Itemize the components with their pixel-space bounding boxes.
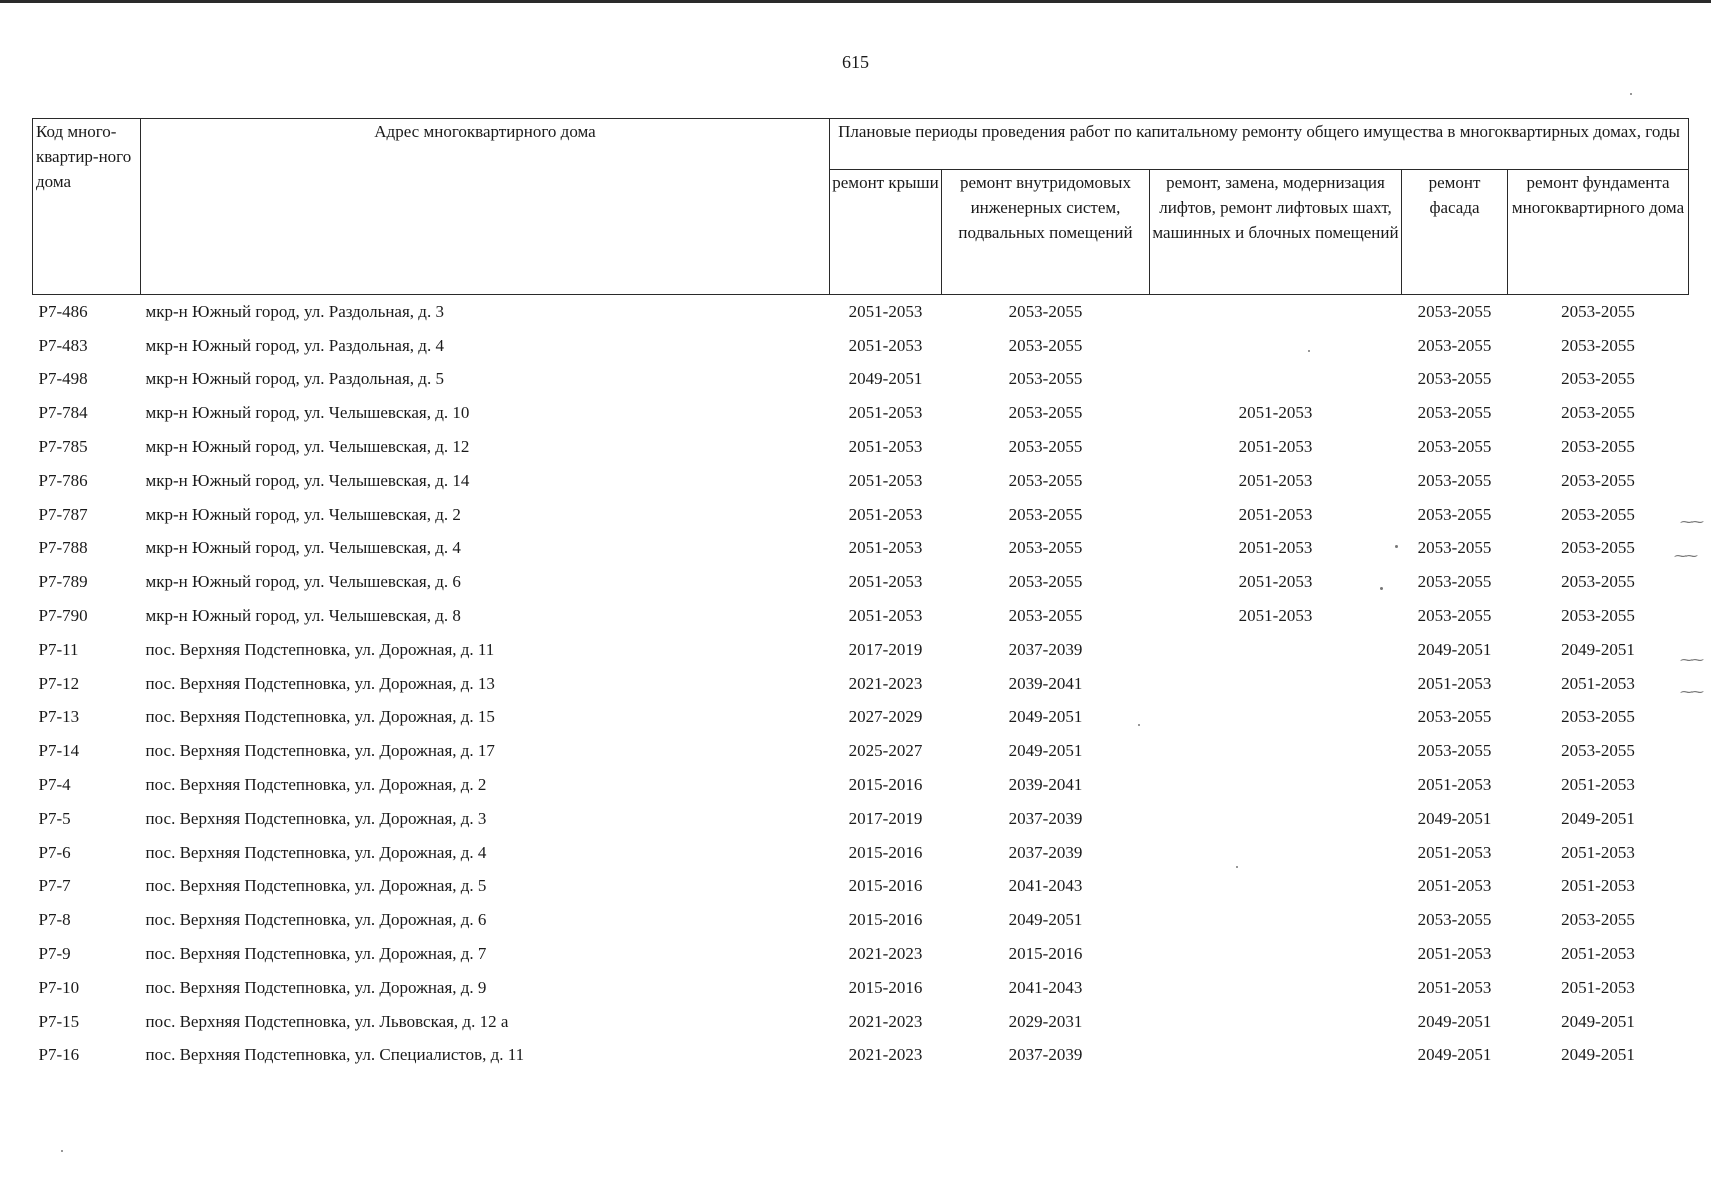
cell-engineering: 2053-2055 <box>1008 606 1083 626</box>
cell-foundation: 2051-2053 <box>1561 876 1635 896</box>
cell-code: Р7-498 <box>38 369 88 389</box>
cell-facade: 2051-2053 <box>1417 842 1492 862</box>
cell-code: Р7-14 <box>38 741 80 761</box>
cell-foundation: 2051-2053 <box>1561 842 1635 862</box>
cell-code: Р7-16 <box>38 1045 80 1065</box>
cell-engineering: 2053-2055 <box>1008 369 1083 389</box>
table-row <box>33 532 1689 566</box>
cell-roof: 2021-2023 <box>848 673 923 693</box>
cell-foundation: 2053-2055 <box>1561 369 1635 389</box>
table-row <box>33 464 1689 498</box>
cell-foundation: 2053-2055 <box>1561 910 1635 930</box>
cell-elevators <box>1150 937 1402 971</box>
cell-address: пос. Верхняя Подстепновка, ул. Специалистов, д. 11 <box>145 1045 525 1065</box>
cell-elevators <box>1150 768 1402 802</box>
cell-foundation: 2053-2055 <box>1561 335 1635 355</box>
cell-engineering: 2053-2055 <box>1008 335 1083 355</box>
scan-speck <box>1236 866 1238 868</box>
cell-address: пос. Верхняя Подстепновка, ул. Дорожная, д. 2 <box>145 775 487 795</box>
cell-code: Р7-787 <box>38 504 88 524</box>
cell-code: Р7-8 <box>38 910 71 930</box>
margin-smudge: ⁓⁓ <box>1680 652 1702 667</box>
scan-speck <box>61 1150 63 1152</box>
cell-facade: 2049-2051 <box>1417 1045 1492 1065</box>
cell-facade: 2053-2055 <box>1417 910 1492 930</box>
cell-facade: 2053-2055 <box>1417 504 1492 524</box>
cell-roof: 2049-2051 <box>848 369 923 389</box>
cell-address: мкр-н Южный город, ул. Челышевская, д. 4 <box>145 538 461 558</box>
margin-smudge: ⁓⁓ <box>1680 684 1702 699</box>
column-header-facade: ремонт фасада <box>1402 170 1508 295</box>
cell-elevators <box>1150 836 1402 870</box>
cell-elevators <box>1150 667 1402 701</box>
cell-elevators <box>1150 870 1402 904</box>
cell-elevators <box>1150 363 1402 397</box>
cell-roof: 2051-2053 <box>848 437 923 457</box>
cell-engineering: 2041-2043 <box>1008 876 1083 896</box>
table-row <box>33 1005 1689 1039</box>
cell-engineering: 2053-2055 <box>1008 572 1083 592</box>
cell-foundation: 2049-2051 <box>1561 1045 1635 1065</box>
cell-elevators <box>1150 903 1402 937</box>
table-row <box>33 667 1689 701</box>
cell-engineering: 2039-2041 <box>1008 775 1083 795</box>
cell-foundation: 2053-2055 <box>1561 301 1635 321</box>
cell-foundation: 2053-2055 <box>1561 504 1635 524</box>
cell-address: мкр-н Южный город, ул. Раздольная, д. 4 <box>145 335 444 355</box>
cell-foundation: 2049-2051 <box>1561 639 1635 659</box>
cell-code: Р7-5 <box>38 808 71 828</box>
table-row <box>33 937 1689 971</box>
table-row <box>33 633 1689 667</box>
cell-elevators <box>1150 633 1402 667</box>
cell-facade: 2053-2055 <box>1417 741 1492 761</box>
table-row <box>33 599 1689 633</box>
cell-roof: 2021-2023 <box>848 944 923 964</box>
cell-roof: 2051-2053 <box>848 572 923 592</box>
cell-facade: 2051-2053 <box>1417 977 1492 997</box>
cell-engineering: 2037-2039 <box>1008 639 1083 659</box>
column-header-roof: ремонт крыши <box>830 170 942 295</box>
cell-roof: 2051-2053 <box>848 538 923 558</box>
cell-roof: 2015-2016 <box>848 842 923 862</box>
table-row <box>33 701 1689 735</box>
cell-address: мкр-н Южный город, ул. Челышевская, д. 10 <box>145 403 470 423</box>
column-header-code: Код много-квартир-ного дома <box>33 119 141 295</box>
scan-speck <box>1308 350 1310 352</box>
cell-foundation: 2053-2055 <box>1561 741 1635 761</box>
scan-speck <box>1395 545 1398 548</box>
cell-elevators: 2051-2053 <box>1238 437 1313 457</box>
cell-code: Р7-9 <box>38 944 71 964</box>
cell-address: мкр-н Южный город, ул. Челышевская, д. 6 <box>145 572 461 592</box>
cell-facade: 2053-2055 <box>1417 606 1492 626</box>
capital-repair-table <box>32 118 1689 1072</box>
table-row <box>33 329 1689 363</box>
cell-roof: 2051-2053 <box>848 606 923 626</box>
cell-facade: 2053-2055 <box>1417 572 1492 592</box>
column-header-periods-group: Плановые периоды проведения работ по капитальному ремонту общего имущества в многоквартирных домах, годы <box>830 119 1689 170</box>
cell-code: Р7-13 <box>38 707 80 727</box>
cell-elevators <box>1150 802 1402 836</box>
cell-code: Р7-786 <box>38 470 88 490</box>
page-number: 615 <box>842 52 869 72</box>
cell-roof: 2051-2053 <box>848 470 923 490</box>
cell-address: пос. Верхняя Подстепновка, ул. Дорожная, д. 15 <box>145 707 495 727</box>
cell-roof: 2015-2016 <box>848 775 923 795</box>
cell-foundation: 2053-2055 <box>1561 572 1635 592</box>
table-row <box>33 363 1689 397</box>
cell-code: Р7-15 <box>38 1011 80 1031</box>
cell-engineering: 2029-2031 <box>1008 1011 1083 1031</box>
cell-facade: 2053-2055 <box>1417 437 1492 457</box>
table-row <box>33 498 1689 532</box>
cell-address: пос. Верхняя Подстепновка, ул. Дорожная, д. 9 <box>145 977 487 997</box>
cell-engineering: 2037-2039 <box>1008 1045 1083 1065</box>
cell-code: Р7-7 <box>38 876 71 896</box>
cell-roof: 2027-2029 <box>848 707 923 727</box>
cell-foundation: 2049-2051 <box>1561 1011 1635 1031</box>
table-row <box>33 295 1689 329</box>
cell-engineering: 2053-2055 <box>1008 301 1083 321</box>
column-header-address: Адрес многоквартирного дома <box>141 119 830 295</box>
cell-foundation: 2053-2055 <box>1561 606 1635 626</box>
cell-roof: 2051-2053 <box>848 335 923 355</box>
cell-foundation: 2051-2053 <box>1561 977 1635 997</box>
cell-facade: 2049-2051 <box>1417 639 1492 659</box>
cell-elevators: 2051-2053 <box>1238 504 1313 524</box>
table-header <box>33 119 1689 295</box>
table-row <box>33 903 1689 937</box>
cell-facade: 2049-2051 <box>1417 808 1492 828</box>
table-row <box>33 836 1689 870</box>
cell-roof: 2017-2019 <box>848 808 923 828</box>
scan-border-line <box>0 0 1711 3</box>
cell-facade: 2051-2053 <box>1417 876 1492 896</box>
cell-roof: 2021-2023 <box>848 1011 923 1031</box>
cell-facade: 2051-2053 <box>1417 673 1492 693</box>
cell-elevators <box>1150 329 1402 363</box>
cell-elevators <box>1150 295 1402 329</box>
table-row <box>33 734 1689 768</box>
cell-code: Р7-785 <box>38 437 88 457</box>
cell-address: пос. Верхняя Подстепновка, ул. Дорожная, д. 5 <box>145 876 487 896</box>
cell-engineering: 2049-2051 <box>1008 707 1083 727</box>
cell-elevators: 2051-2053 <box>1238 538 1313 558</box>
cell-address: пос. Верхняя Подстепновка, ул. Дорожная, д. 17 <box>145 741 495 761</box>
cell-foundation: 2049-2051 <box>1561 808 1635 828</box>
cell-elevators: 2051-2053 <box>1238 403 1313 423</box>
cell-roof: 2051-2053 <box>848 403 923 423</box>
cell-elevators <box>1150 1005 1402 1039</box>
cell-engineering: 2053-2055 <box>1008 437 1083 457</box>
margin-smudge: ⁓⁓ <box>1680 514 1702 529</box>
cell-roof: 2021-2023 <box>848 1045 923 1065</box>
cell-code: Р7-11 <box>38 639 79 659</box>
cell-code: Р7-790 <box>38 606 88 626</box>
cell-engineering: 2037-2039 <box>1008 808 1083 828</box>
cell-facade: 2053-2055 <box>1417 403 1492 423</box>
scan-speck <box>1380 587 1383 590</box>
cell-engineering: 2039-2041 <box>1008 673 1083 693</box>
cell-roof: 2015-2016 <box>848 876 923 896</box>
table-row <box>33 565 1689 599</box>
cell-facade: 2053-2055 <box>1417 301 1492 321</box>
cell-engineering: 2037-2039 <box>1008 842 1083 862</box>
table-body <box>33 295 1689 1073</box>
margin-smudge: ⁓⁓ <box>1674 548 1696 563</box>
cell-elevators <box>1150 701 1402 735</box>
scan-speck <box>1138 724 1140 726</box>
cell-address: мкр-н Южный город, ул. Челышевская, д. 8 <box>145 606 461 626</box>
table-row <box>33 430 1689 464</box>
table-row <box>33 768 1689 802</box>
cell-roof: 2017-2019 <box>848 639 923 659</box>
cell-facade: 2053-2055 <box>1417 369 1492 389</box>
cell-code: Р7-789 <box>38 572 88 592</box>
cell-engineering: 2053-2055 <box>1008 403 1083 423</box>
table-row <box>33 396 1689 430</box>
cell-engineering: 2053-2055 <box>1008 538 1083 558</box>
cell-foundation: 2053-2055 <box>1561 403 1635 423</box>
cell-foundation: 2053-2055 <box>1561 538 1635 558</box>
cell-address: мкр-н Южный город, ул. Челышевская, д. 12 <box>145 437 470 457</box>
cell-code: Р7-6 <box>38 842 71 862</box>
cell-foundation: 2051-2053 <box>1561 944 1635 964</box>
cell-foundation: 2051-2053 <box>1561 775 1635 795</box>
cell-facade: 2049-2051 <box>1417 1011 1492 1031</box>
cell-foundation: 2053-2055 <box>1561 707 1635 727</box>
cell-foundation: 2053-2055 <box>1561 437 1635 457</box>
table-row <box>33 870 1689 904</box>
cell-address: мкр-н Южный город, ул. Раздольная, д. 5 <box>145 369 444 389</box>
cell-code: Р7-788 <box>38 538 88 558</box>
cell-elevators: 2051-2053 <box>1238 572 1313 592</box>
scan-speck <box>1630 93 1632 95</box>
cell-engineering: 2041-2043 <box>1008 977 1083 997</box>
cell-engineering: 2053-2055 <box>1008 504 1083 524</box>
cell-address: пос. Верхняя Подстепновка, ул. Дорожная, д. 4 <box>145 842 487 862</box>
cell-facade: 2053-2055 <box>1417 335 1492 355</box>
column-header-elevators: ремонт, замена, модернизация лифтов, ремонт лифтовых шахт, машинных и блочных помещений <box>1150 170 1402 295</box>
cell-elevators <box>1150 734 1402 768</box>
cell-facade: 2053-2055 <box>1417 707 1492 727</box>
cell-code: Р7-10 <box>38 977 80 997</box>
cell-code: Р7-486 <box>38 301 88 321</box>
cell-elevators: 2051-2053 <box>1238 606 1313 626</box>
cell-foundation: 2053-2055 <box>1561 470 1635 490</box>
cell-code: Р7-4 <box>38 775 71 795</box>
cell-facade: 2051-2053 <box>1417 775 1492 795</box>
cell-code: Р7-784 <box>38 403 88 423</box>
cell-engineering: 2049-2051 <box>1008 910 1083 930</box>
cell-code: Р7-483 <box>38 335 88 355</box>
cell-roof: 2015-2016 <box>848 977 923 997</box>
cell-address: мкр-н Южный город, ул. Челышевская, д. 2 <box>145 504 461 524</box>
cell-code: Р7-12 <box>38 673 80 693</box>
column-header-engineering: ремонт внутридомовых инженерных систем, подвальных помещений <box>942 170 1150 295</box>
cell-foundation: 2051-2053 <box>1561 673 1635 693</box>
cell-roof: 2025-2027 <box>848 741 923 761</box>
cell-roof: 2015-2016 <box>848 910 923 930</box>
cell-elevators <box>1150 1039 1402 1073</box>
cell-address: пос. Верхняя Подстепновка, ул. Дорожная, д. 3 <box>145 808 487 828</box>
cell-address: пос. Верхняя Подстепновка, ул. Дорожная, д. 13 <box>145 673 495 693</box>
cell-roof: 2051-2053 <box>848 301 923 321</box>
cell-facade: 2053-2055 <box>1417 470 1492 490</box>
cell-elevators: 2051-2053 <box>1238 470 1313 490</box>
cell-engineering: 2053-2055 <box>1008 470 1083 490</box>
table-row <box>33 1039 1689 1073</box>
cell-engineering: 2015-2016 <box>1008 944 1083 964</box>
cell-address: пос. Верхняя Подстепновка, ул. Дорожная, д. 11 <box>145 639 495 659</box>
cell-facade: 2051-2053 <box>1417 944 1492 964</box>
cell-address: пос. Верхняя Подстепновка, ул. Дорожная, д. 7 <box>145 944 487 964</box>
cell-elevators <box>1150 971 1402 1005</box>
column-header-foundation: ремонт фундамента многоквартирного дома <box>1508 170 1689 295</box>
table-row <box>33 802 1689 836</box>
table-row <box>33 971 1689 1005</box>
cell-address: мкр-н Южный город, ул. Челышевская, д. 14 <box>145 470 470 490</box>
cell-facade: 2053-2055 <box>1417 538 1492 558</box>
cell-address: пос. Верхняя Подстепновка, ул. Львовская, д. 12 а <box>145 1011 509 1031</box>
cell-address: мкр-н Южный город, ул. Раздольная, д. 3 <box>145 301 444 321</box>
cell-engineering: 2049-2051 <box>1008 741 1083 761</box>
cell-address: пос. Верхняя Подстепновка, ул. Дорожная, д. 6 <box>145 910 487 930</box>
cell-roof: 2051-2053 <box>848 504 923 524</box>
